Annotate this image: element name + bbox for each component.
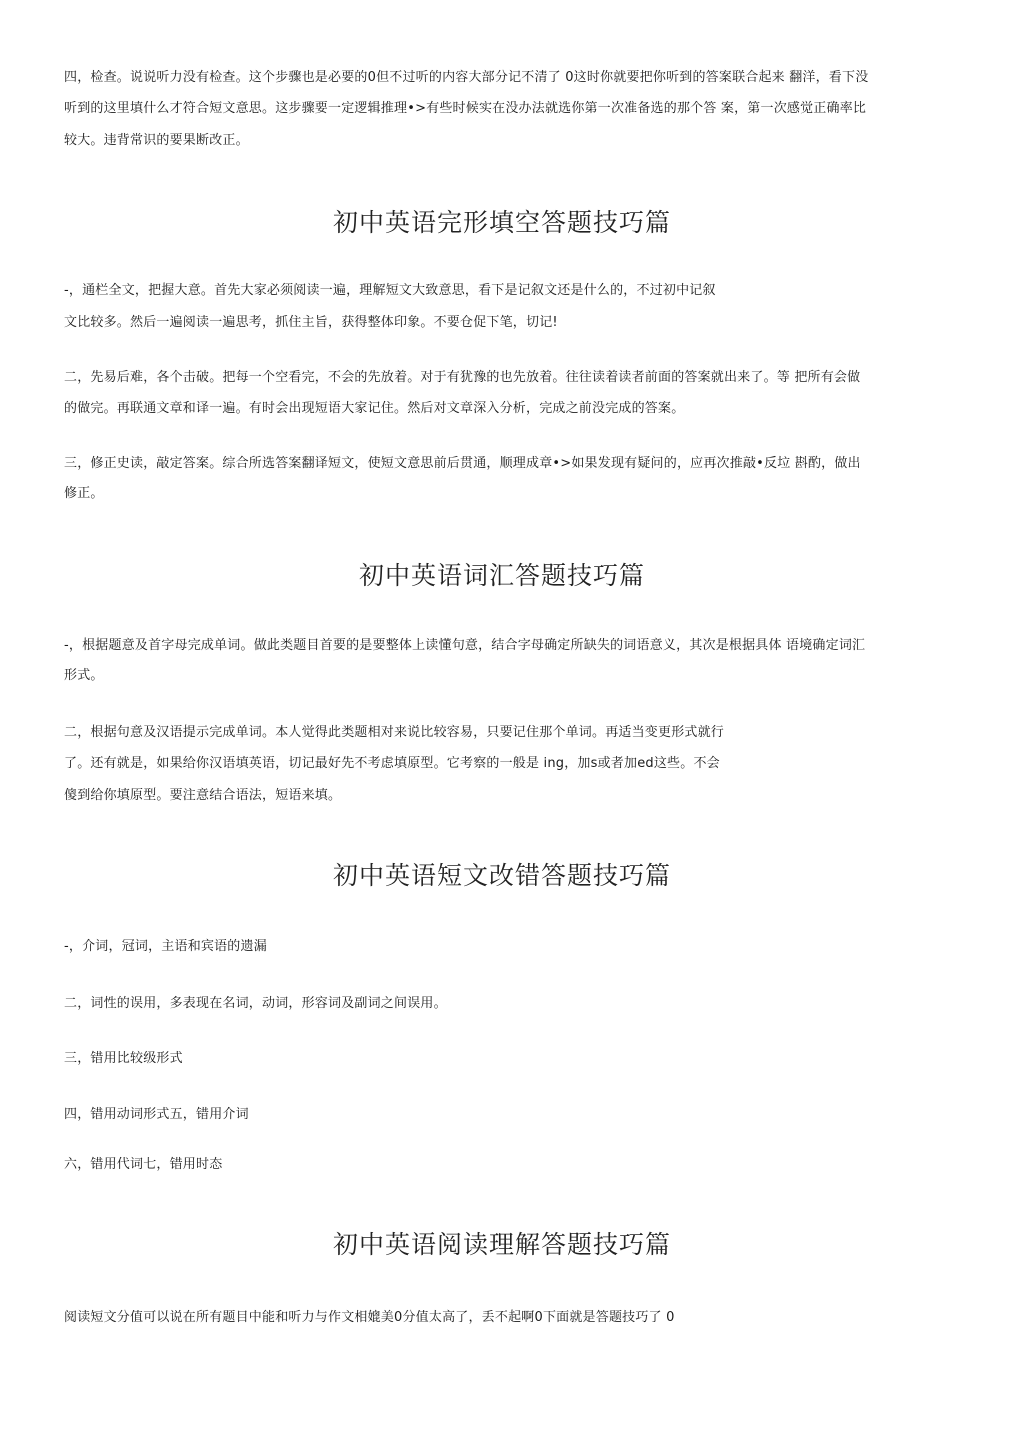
paragraph-line: 傻到给你填原型。要注意结合语法，短语来填。: [64, 788, 342, 803]
paragraph-line: 听到的这里填什么才符合短文意思。这步骤要一定逻辑推理•>有些时候实在没办法就选你第一次准备选的那个答 案，第一次感觉正确率比: [64, 101, 867, 116]
paragraph-line: 的做完。再联通文章和译一遍。有时会出现短语大家记住。然后对文章深入分析，完成之前没完成的答案。: [64, 401, 685, 416]
list-item: -，介词，冠词，主语和宾语的遗漏: [64, 939, 267, 954]
list-item: 二，词性的误用，多表现在名词，动词，形容词及副词之间误用。: [64, 996, 447, 1011]
paragraph-line: 阅读短文分值可以说在所有题目中能和听力与作文相媲美0分值太高了，丢不起啊0下面就是答题技巧了 0: [64, 1310, 675, 1325]
paragraph-line: 修正。: [64, 486, 104, 501]
list-item: 三，错用比较级形式: [64, 1051, 183, 1066]
section-title-vocab: 初中英语词汇答题技巧篇: [358, 561, 645, 590]
paragraph-line: -，根据题意及首字母完成单词。做此类题目首要的是要整体上读懂句意，结合字母确定所缺失的词语意义，其次是根据具体 语境确定词汇: [64, 638, 866, 653]
list-item: 四，错用动词形式五，错用介词: [64, 1107, 249, 1122]
paragraph-line: 二，根据句意及汉语提示完成单词。本人觉得此类题相对来说比较容易，只要记住那个单词。再适当变更形式就行: [64, 725, 725, 740]
list-item: 六，错用代词七，错用时态: [64, 1157, 223, 1172]
paragraph-line: 了。还有就是，如果给你汉语填英语，切记最好先不考虑填原型。它考察的一般是 ing，加s或者加ed这些。不会: [64, 756, 720, 771]
paragraph-line: 二，先易后难，各个击破。把每一个空看完，不会的先放着。对于有犹豫的也先放着。往往读着读者前面的答案就出来了。等 把所有会做: [64, 370, 861, 385]
section-title-cloze: 初中英语完形填空答题技巧篇: [332, 208, 671, 237]
paragraph-line: -，通栏全文，把握大意。首先大家必须阅读一遍，理解短文大致意思，看下是记叙文还是什么的，不过初中记叙: [64, 283, 716, 298]
paragraph-line: 较大。违背常识的要果断改正。: [64, 133, 249, 148]
paragraph-line: 文比较多。然后一遍阅读一遍思考，抓住主旨，获得整体印象。不要仓促下笔，切记!: [64, 315, 558, 330]
paragraph-line: 形式。: [64, 668, 104, 683]
paragraph-line: 四，检查。说说听力没有检查。这个步骤也是必要的0但不过听的内容大部分记不清了 0这时你就要把你听到的答案联合起来 翻洋，看下没: [64, 70, 869, 85]
paragraph-line: 三，修正史读，敲定答案。综合所选答案翻译短文，使短文意思前后贯通，顺理成章•>如果发现有疑问的，应再次推敲•反垃 斟酌，做出: [64, 456, 861, 471]
section-title-correction: 初中英语短文改错答题技巧篇: [332, 861, 671, 890]
section-title-reading: 初中英语阅读理解答题技巧篇: [332, 1230, 671, 1259]
